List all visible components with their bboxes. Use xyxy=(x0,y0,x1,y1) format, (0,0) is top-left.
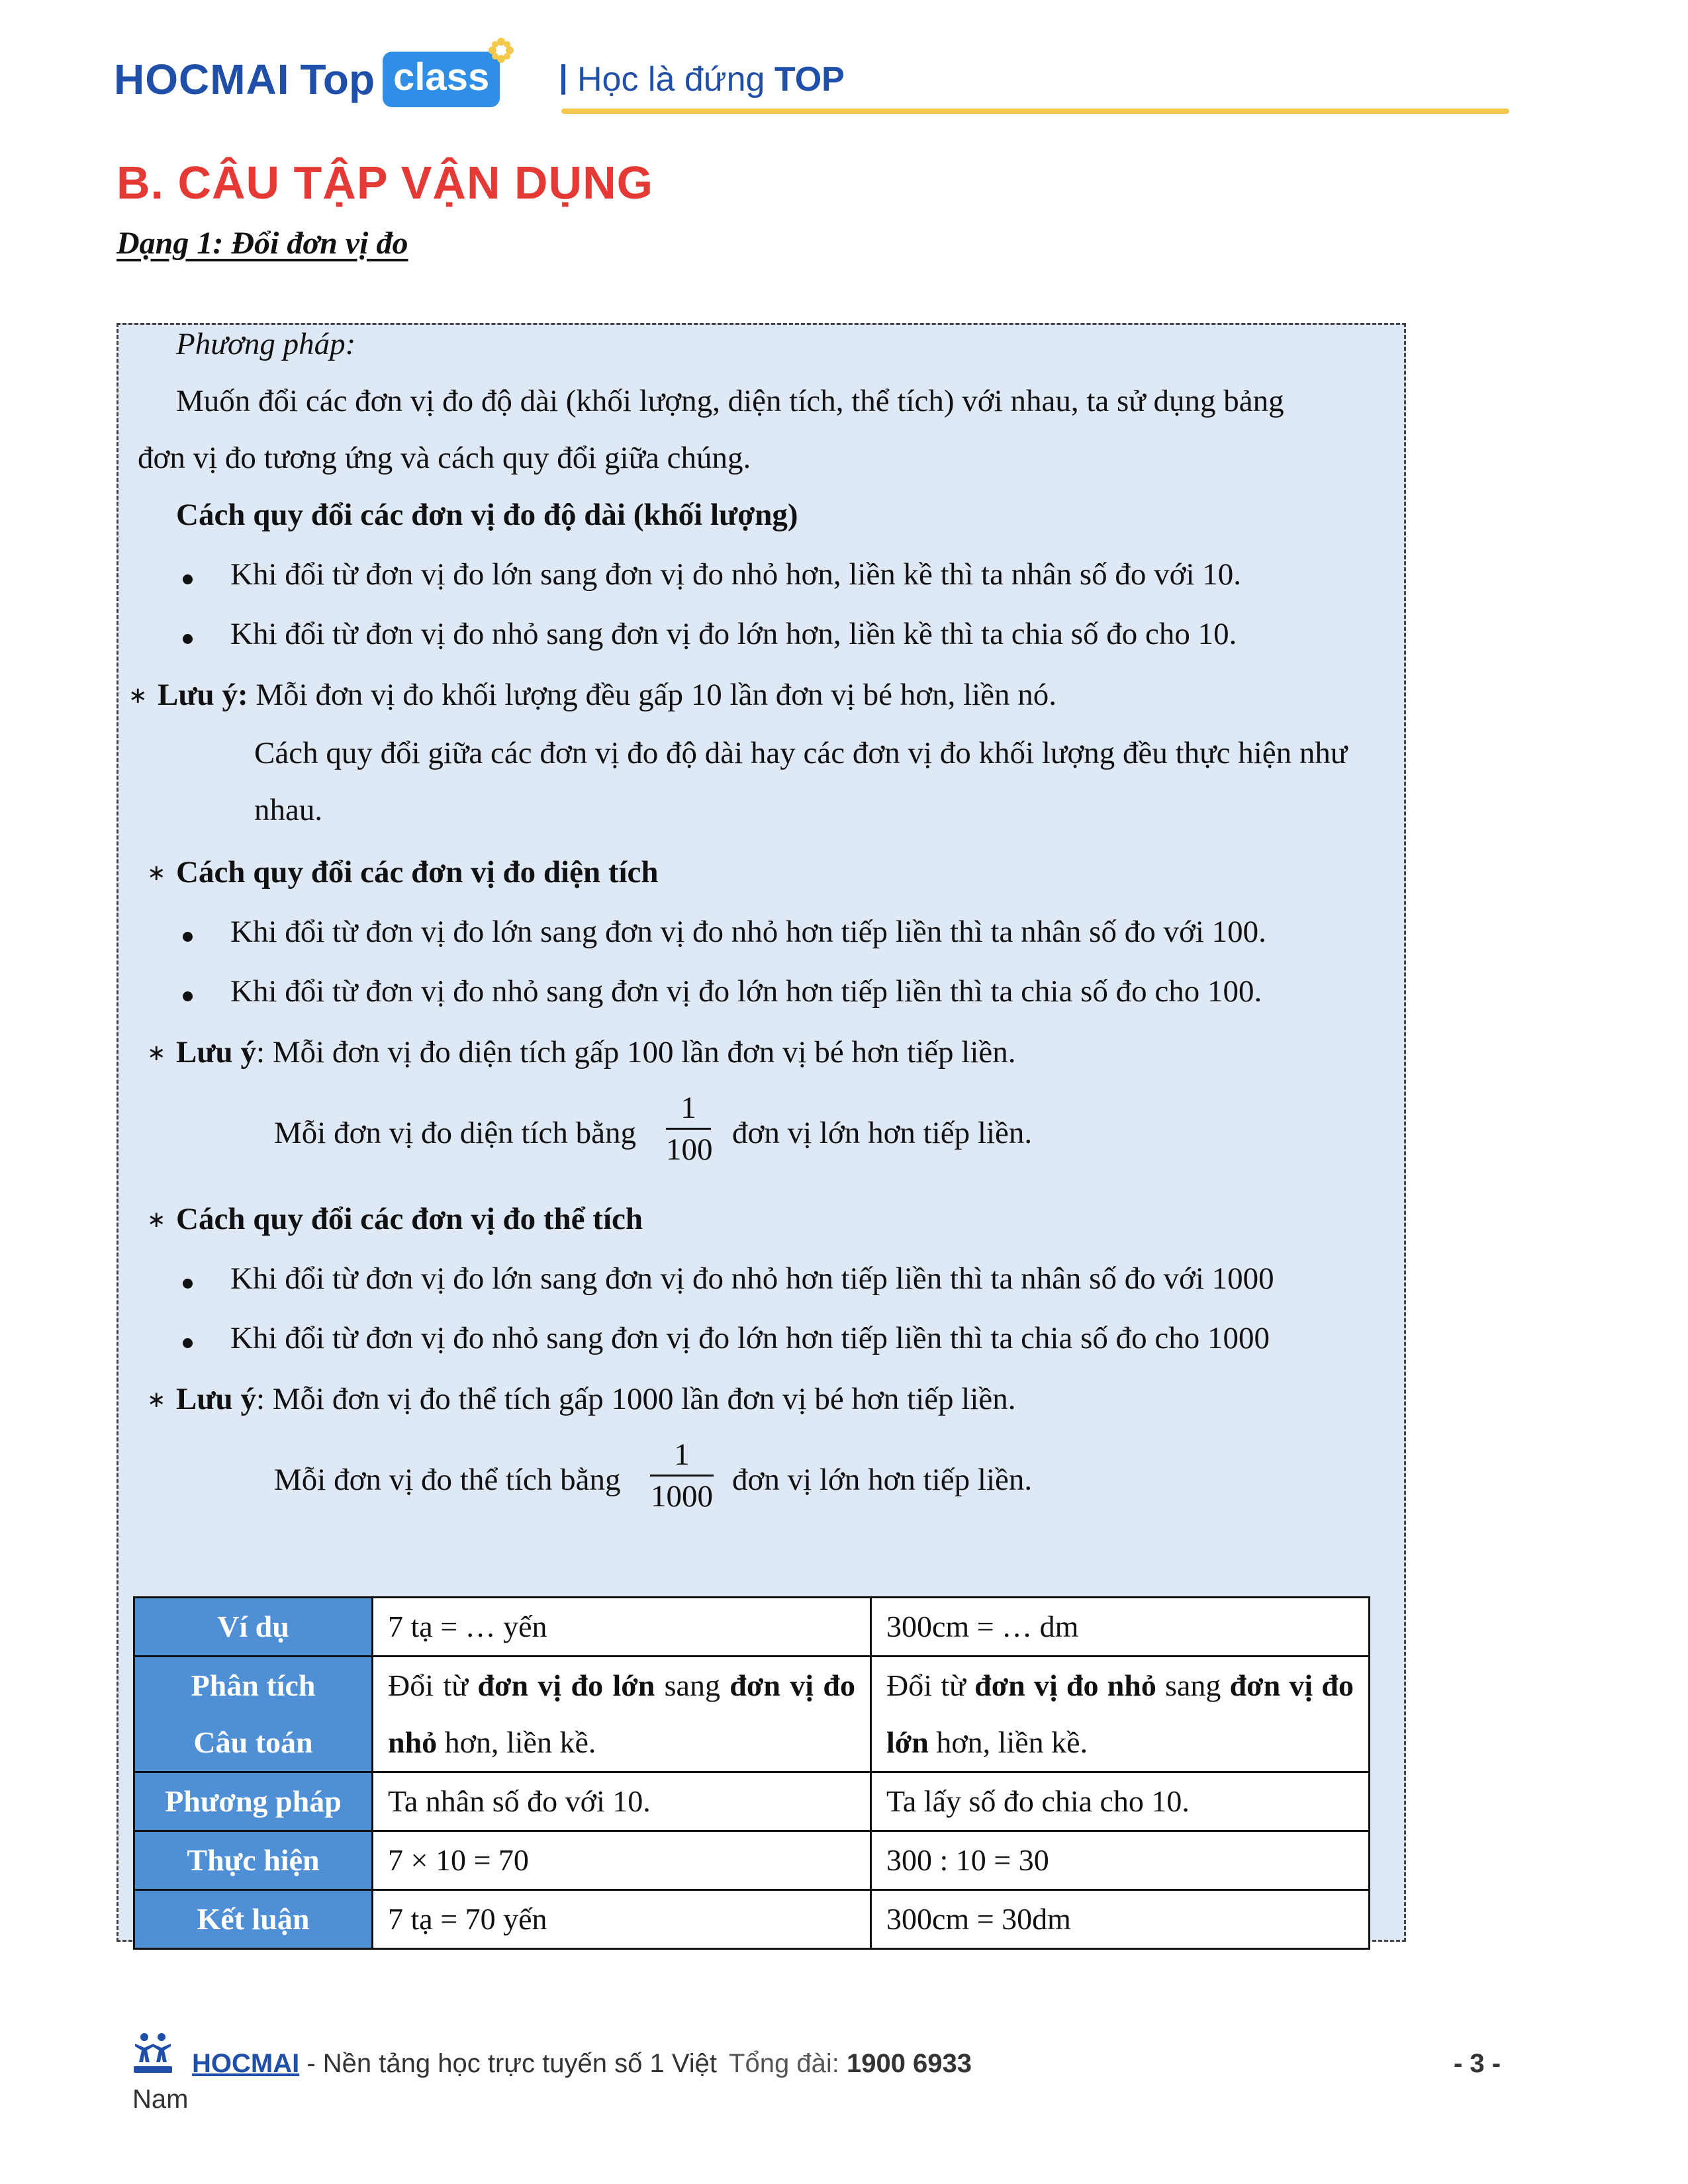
bullet-icon xyxy=(183,1338,193,1348)
volume-bullet1: Khi đổi từ đơn vị đo lớn sang đơn vị đo nhỏ hơn tiếp liền thì ta nhân số đo với 1000 xyxy=(230,1261,1274,1296)
note-text: : Mỗi đơn vị đo diện tích gấp 100 lần đơn vị bé hơn tiếp liền. xyxy=(256,1035,1016,1069)
fraction-numerator: 1 xyxy=(674,1437,690,1472)
bullet-icon xyxy=(183,634,193,644)
row-header-example: Ví dụ xyxy=(134,1598,373,1657)
row-header-line: Câu toán xyxy=(193,1725,313,1759)
flower-star-icon xyxy=(488,37,514,64)
table-cell: 7 × 10 = 70 xyxy=(373,1831,871,1890)
area-fraction-prefix: Mỗi đơn vị đo diện tích bằng xyxy=(274,1116,637,1150)
asterisk-icon: ∗ xyxy=(147,1208,166,1232)
bullet-icon xyxy=(183,932,193,942)
volume-title: Cách quy đổi các đơn vị đo thể tích xyxy=(176,1202,643,1236)
table-cell xyxy=(373,1657,871,1772)
table-cell: Ta lấy số đo chia cho 10. xyxy=(871,1772,1370,1831)
area-fraction-suffix: đơn vị lớn hơn tiếp liền. xyxy=(732,1116,1033,1150)
slogan-prefix: Học là đứng xyxy=(577,60,765,99)
fraction-bar xyxy=(650,1475,714,1477)
cell-bold: đơn vị đo lớn xyxy=(886,1668,1354,1759)
bullet-icon xyxy=(183,1279,193,1289)
area-bullet2: Khi đổi từ đơn vị đo nhỏ sang đơn vị đo lớn hơn tiếp liền thì ta chia số đo cho 100. xyxy=(230,974,1262,1009)
cell-text: sang xyxy=(655,1668,730,1702)
footer-hotline-label: Tổng đài: xyxy=(729,2049,839,2078)
section-title: B. CÂU TẬP VẬN DỤNG xyxy=(117,157,654,208)
asterisk-icon: ∗ xyxy=(128,684,148,708)
logo-brand-text: HOCMAI xyxy=(114,56,290,103)
table-cell xyxy=(871,1657,1370,1772)
asterisk-icon: ∗ xyxy=(147,1041,166,1066)
note-label: Lưu ý xyxy=(176,1035,256,1069)
bullet-icon xyxy=(183,574,193,584)
area-title: Cách quy đổi các đơn vị đo diện tích xyxy=(176,855,659,889)
row-header-analysis xyxy=(134,1657,373,1772)
table-cell: 300cm = … dm xyxy=(871,1598,1370,1657)
fraction-bar xyxy=(666,1128,711,1130)
table-cell: 300 : 10 = 30 xyxy=(871,1831,1370,1890)
example-table xyxy=(133,1596,1370,1950)
table-cell: 7 tạ = 70 yến xyxy=(373,1890,871,1949)
table-cell: 7 tạ = … yến xyxy=(373,1598,871,1657)
page-number: - 3 - xyxy=(1454,2049,1501,2078)
area-bullet1: Khi đổi từ đơn vị đo lớn sang đơn vị đo nhỏ hơn tiếp liền thì ta nhân số đo với 100. xyxy=(230,915,1266,949)
length-note-line3: nhau. xyxy=(254,793,323,827)
row-header-method: Phương pháp xyxy=(134,1772,373,1831)
footer-hotline: 1900 6933 xyxy=(846,2049,972,2078)
asterisk-icon: ∗ xyxy=(147,1388,166,1412)
cell-bold: đơn vị đo nhỏ xyxy=(974,1668,1156,1702)
footer-tagline: - Nền tảng học trực tuyến số 1 Việt xyxy=(299,2049,718,2078)
slogan-divider xyxy=(561,64,565,95)
asterisk-icon: ∗ xyxy=(147,861,166,886)
length-title: Cách quy đổi các đơn vị đo độ dài (khối lượng) xyxy=(176,498,798,532)
area-note xyxy=(176,1032,1016,1072)
method-intro-line2: đơn vị đo tương ứng và cách quy đổi giữa chúng. xyxy=(138,441,751,475)
hocmai-people-icon xyxy=(130,2030,176,2077)
fraction-denominator: 1000 xyxy=(651,1479,713,1514)
method-intro-line1: Muốn đổi các đơn vị đo độ dài (khối lượng, diện tích, thể tích) với nhau, ta sử dụng bảng xyxy=(176,384,1284,418)
table-row xyxy=(134,1598,1370,1657)
volume-fraction-suffix: đơn vị lớn hơn tiếp liền. xyxy=(732,1463,1033,1497)
note-text: Mỗi đơn vị đo khối lượng đều gấp 10 lần đơn vị bé hơn, liền nó. xyxy=(248,678,1057,712)
fraction-numerator: 1 xyxy=(680,1091,696,1125)
row-header-conclusion: Kết luận xyxy=(134,1890,373,1949)
length-note xyxy=(158,675,1056,715)
cell-text: hơn, liền kề. xyxy=(437,1725,596,1759)
row-header-line: Phân tích xyxy=(191,1668,316,1702)
logo-class-badge xyxy=(383,52,500,107)
bullet-icon xyxy=(183,991,193,1001)
note-label: Lưu ý: xyxy=(158,678,248,712)
fraction-denominator: 100 xyxy=(666,1132,713,1167)
footer-brand-link[interactable]: HOCMAI xyxy=(192,2049,300,2078)
length-note-line2: Cách quy đổi giữa các đơn vị đo độ dài hay các đơn vị đo khối lượng đều thực hiện như xyxy=(254,736,1348,770)
note-label: Lưu ý xyxy=(176,1382,256,1416)
cell-text: hơn, liền kề. xyxy=(928,1725,1088,1759)
cell-bold: đơn vị đo nhỏ xyxy=(388,1668,855,1759)
note-text: : Mỗi đơn vị đo thể tích gấp 1000 lần đơn vị bé hơn tiếp liền. xyxy=(256,1382,1016,1416)
logo-class-text: class xyxy=(393,56,490,99)
method-heading: Phương pháp: xyxy=(176,327,356,361)
table-row xyxy=(134,1831,1370,1890)
subsection-title: Dạng 1: Đổi đơn vị đo xyxy=(117,226,408,261)
length-bullet2: Khi đổi từ đơn vị đo nhỏ sang đơn vị đo lớn hơn, liền kề thì ta chia số đo cho 10. xyxy=(230,617,1237,651)
footer-info xyxy=(192,2045,972,2082)
volume-note xyxy=(176,1379,1016,1419)
area-fraction xyxy=(666,1091,711,1167)
length-bullet1: Khi đổi từ đơn vị đo lớn sang đơn vị đo nhỏ hơn, liền kề thì ta nhân số đo với 10. xyxy=(230,557,1242,592)
cell-text: sang xyxy=(1156,1668,1230,1702)
table-row xyxy=(134,1890,1370,1949)
header-underline xyxy=(561,109,1509,114)
hocmai-topclass-logo xyxy=(114,46,500,113)
table-row xyxy=(134,1772,1370,1831)
cell-text: Đổi từ xyxy=(388,1668,478,1702)
volume-fraction xyxy=(650,1437,714,1514)
volume-fraction-prefix: Mỗi đơn vị đo thể tích bằng xyxy=(274,1463,621,1497)
header-slogan xyxy=(561,56,845,103)
table-row xyxy=(134,1657,1370,1772)
table-cell: Ta nhân số đo với 10. xyxy=(373,1772,871,1831)
footer-line2: Nam xyxy=(132,2085,189,2114)
cell-text: Đổi từ xyxy=(886,1668,975,1702)
slogan-strong: TOP xyxy=(774,60,845,99)
logo-top-text: Top xyxy=(300,56,375,103)
row-header-execute: Thực hiện xyxy=(134,1831,373,1890)
cell-bold: đơn vị đo lớn xyxy=(477,1668,655,1702)
volume-bullet2: Khi đổi từ đơn vị đo nhỏ sang đơn vị đo lớn hơn tiếp liền thì ta chia số đo cho 1000 xyxy=(230,1321,1270,1355)
table-cell: 300cm = 30dm xyxy=(871,1890,1370,1949)
